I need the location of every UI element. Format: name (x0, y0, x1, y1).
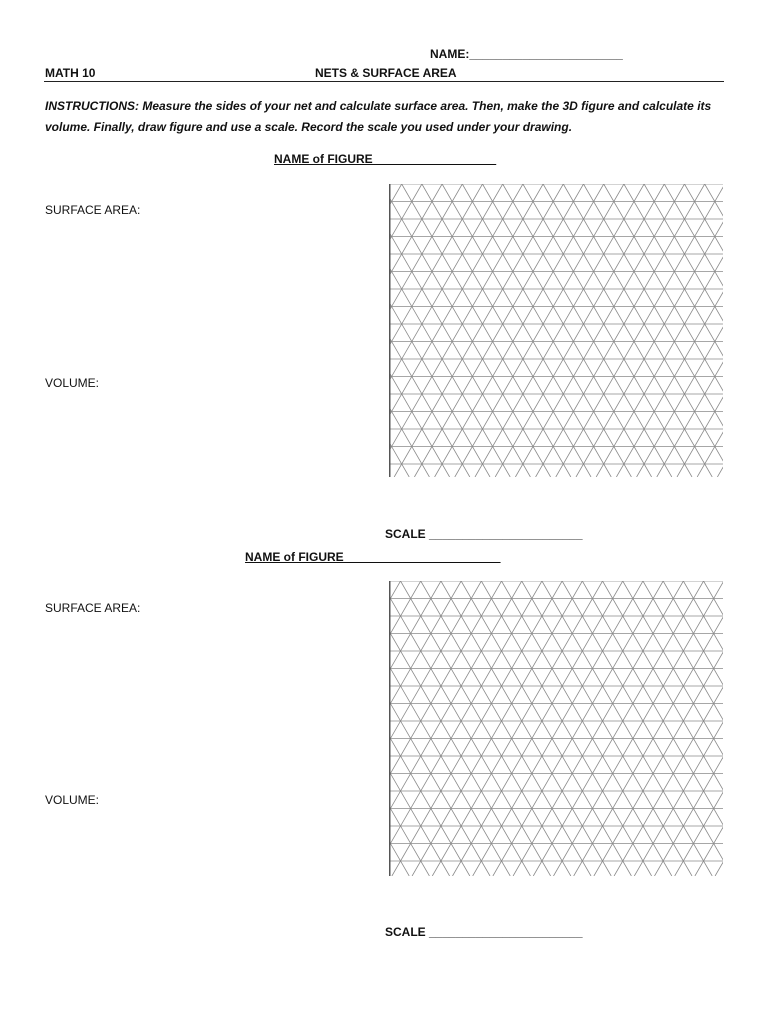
figure-name-field-2[interactable]: NAME of FIGURE _______________________ (245, 550, 501, 564)
scale-field-1[interactable]: SCALE _______________________ (385, 527, 583, 541)
course-label: MATH 10 (45, 66, 96, 80)
isometric-grid-2[interactable] (389, 581, 723, 876)
figure-name-field-1[interactable]: NAME of FIGURE __________________ (274, 152, 497, 166)
worksheet-title: NETS & SURFACE AREA (315, 66, 457, 80)
header-divider (44, 81, 724, 82)
surface-area-label-1: SURFACE AREA: (45, 203, 141, 217)
surface-area-label-2: SURFACE AREA: (45, 601, 141, 615)
student-name-field[interactable]: NAME:_______________________ (430, 47, 623, 61)
scale-field-2[interactable]: SCALE _______________________ (385, 925, 583, 939)
volume-label-1: VOLUME: (45, 376, 100, 390)
instructions-text: INSTRUCTIONS: Measure the sides of your net and calculate surface area. Then, make the 3D figure and calculate its volume. Finally, draw figure and use a scale. Record the scale you used under your drawing. (45, 99, 712, 134)
volume-label-2: VOLUME: (45, 793, 100, 807)
isometric-grid-1[interactable] (389, 184, 723, 477)
